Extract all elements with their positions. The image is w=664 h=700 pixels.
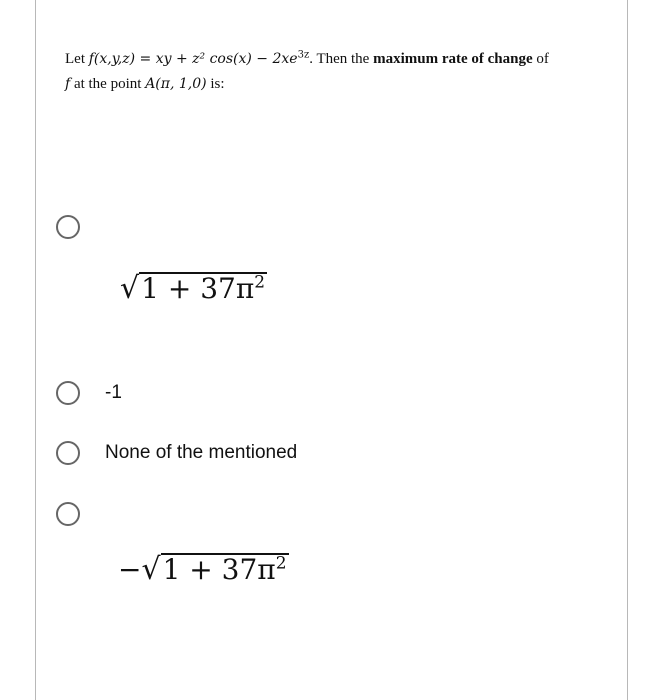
- point-expression: A(π, 1,0): [145, 76, 207, 92]
- question-suffix: of: [532, 51, 549, 67]
- option-d-radical: √: [141, 552, 161, 587]
- option-d-sign: −: [118, 553, 142, 586]
- option-a-power: 2: [254, 272, 266, 293]
- question-end: is:: [206, 76, 225, 92]
- option-a-radical: √: [120, 271, 140, 306]
- question-card: [35, 0, 628, 700]
- option-d-radicand-text: 1 + 37π: [162, 553, 276, 586]
- question-bold-phrase: maximum rate of change: [373, 51, 533, 67]
- function-exponent: 3z: [297, 49, 310, 61]
- option-a-radio[interactable]: [56, 215, 80, 239]
- option-a-radicand-text: 1 + 37π: [141, 272, 255, 305]
- option-b-label[interactable]: -1: [105, 382, 122, 403]
- option-a-formula: [120, 271, 267, 306]
- option-d-formula: [118, 552, 289, 587]
- option-c-label[interactable]: None of the mentioned: [105, 442, 298, 463]
- function-symbol: f: [65, 76, 71, 92]
- question-prefix: Let: [65, 51, 89, 67]
- function-definition: [89, 51, 309, 67]
- question-text: [65, 47, 625, 97]
- option-b-radio[interactable]: [56, 381, 80, 405]
- function-expression: f(x,y,z) = xy + z² cos(x) − 2xe: [88, 51, 298, 67]
- question-line2-text: at the point: [70, 76, 146, 92]
- option-c-radio[interactable]: [56, 441, 80, 465]
- option-d-power: 2: [275, 553, 287, 574]
- option-d-radio[interactable]: [56, 502, 80, 526]
- option-a-radicand: [139, 272, 267, 304]
- option-d-radicand: [161, 553, 289, 585]
- question-middle: . Then the: [309, 51, 374, 67]
